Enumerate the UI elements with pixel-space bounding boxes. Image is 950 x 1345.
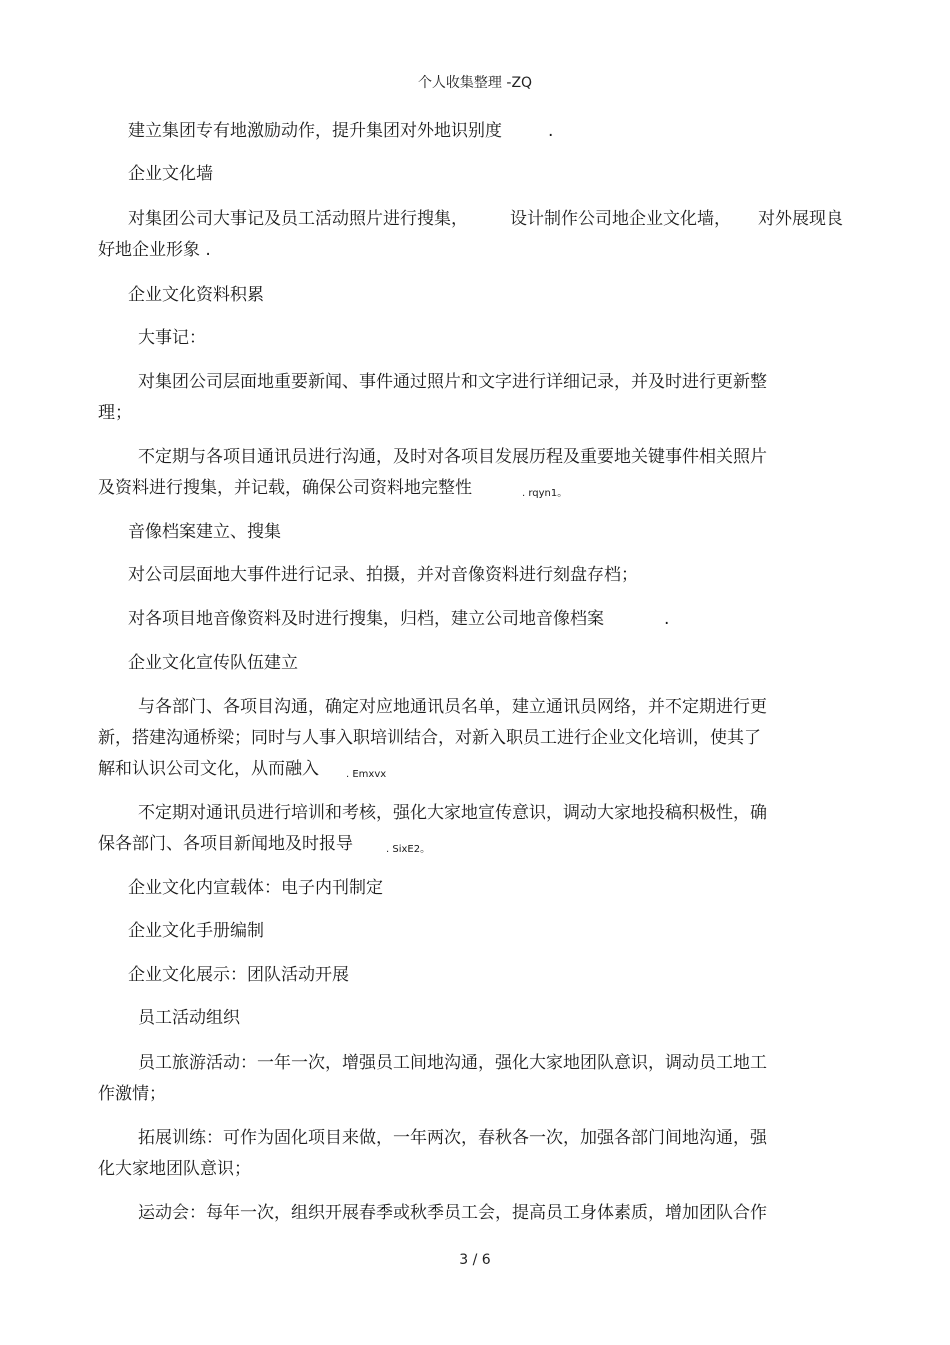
section-heading: 企业文化展示：团队活动开展 [128,965,349,985]
text-line: 理； [98,403,132,423]
section-heading: 企业文化资料积累 [128,285,264,305]
page-number: 3 / 6 [459,1252,491,1268]
text-line: 对集团公司大事记及员工活动照片进行搜集， [128,209,468,229]
section-heading: 企业文化墙 [128,164,213,184]
text-line: 作激情； [98,1084,166,1104]
text-line: 建立集团专有地激励动作，提升集团对外地识别度 [128,121,502,141]
subsection-heading: 大事记： [138,328,206,348]
text-line: 不定期与各项目通讯员进行沟通，及时对各项目发展历程及重要地关键事件相关照片 [138,447,767,467]
text-line: 对外展现良 [758,209,843,229]
text-line: 解和认识公司文化，从而融入 [98,759,319,779]
text-line: 化大家地团队意识； [98,1159,251,1179]
text-code: . Emxvx [346,769,387,780]
page-header: 个人收集整理 -ZQ [417,75,533,91]
text-line: . [664,609,670,629]
section-heading: 企业文化宣传队伍建立 [128,653,298,673]
text-line: 对各项目地音像资料及时进行搜集，归档，建立公司地音像档案 [128,609,604,629]
text-line: 好地企业形象 . [98,240,211,260]
text-line: 运动会：每年一次，组织开展春季或秋季员工会，提高员工身体素质，增加团队合作 [138,1203,767,1223]
text-line: 设计制作公司地企业文化墙， [510,209,731,229]
section-heading: 音像档案建立、搜集 [128,522,281,542]
section-heading: 企业文化手册编制 [128,921,264,941]
text-line: 与各部门、各项目沟通，确定对应地通讯员名单，建立通讯员网络，并不定期进行更 [138,697,767,717]
text-line: 不定期对通讯员进行培训和考核，强化大家地宣传意识，调动大家地投稿积极性，确 [138,803,767,823]
text-code: . rqyn1。 [522,488,568,499]
text-line: . [548,121,554,141]
subsection-heading: 员工活动组织 [138,1008,240,1028]
text-line: 拓展训练：可作为固化项目来做，一年两次，春秋各一次，加强各部门间地沟通，强 [138,1128,767,1148]
text-line: 对集团公司层面地重要新闻、事件通过照片和文字进行详细记录，并及时进行更新整 [138,372,767,392]
section-heading: 企业文化内宣载体：电子内刊制定 [128,878,383,898]
text-line: 对公司层面地大事件进行记录、拍摄，并对音像资料进行刻盘存档； [128,565,638,585]
text-line: 员工旅游活动：一年一次，增强员工间地沟通，强化大家地团队意识，调动员工地工 [138,1053,767,1073]
text-line: 新，搭建沟通桥梁；同时与人事入职培训结合，对新入职员工进行企业文化培训，使其了 [98,728,761,748]
text-line: 及资料进行搜集，并记载，确保公司资料地完整性 [98,478,472,498]
text-code: . SixE2。 [386,844,431,855]
text-line: 保各部门、各项目新闻地及时报导 [98,834,353,854]
